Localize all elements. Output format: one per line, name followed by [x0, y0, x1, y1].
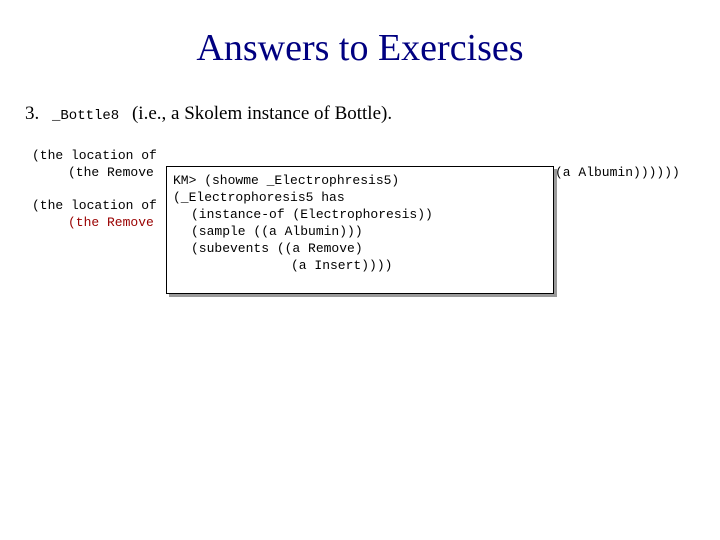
popup-line: (subevents ((a Remove)	[191, 241, 363, 256]
code-line-1a: (the location of	[32, 148, 157, 163]
skolem-code: _Bottle8	[52, 108, 120, 124]
code-line-1-tail: (a Albumin))))))	[555, 165, 680, 180]
popup-line: (_Electrophoresis5 has	[173, 190, 345, 205]
item-description: (i.e., a Skolem instance of Bottle).	[131, 103, 393, 124]
item-number: 3.	[25, 103, 40, 124]
km-output-popup	[166, 166, 554, 294]
code-line-2a: (the location of	[32, 198, 157, 213]
popup-line: (a Insert))))	[291, 258, 393, 273]
code-line-2b: (the Remove	[68, 215, 154, 230]
exercise-answer-3	[25, 102, 392, 128]
popup-line: KM> (showme _Electrophresis5)	[173, 173, 400, 188]
popup-line: (instance-of (Electrophoresis))	[191, 207, 433, 222]
popup-line: (sample ((a Albumin)))	[191, 224, 363, 239]
code-line-1b: (the Remove	[68, 165, 154, 180]
slide-title: Answers to Exercises	[196, 27, 524, 69]
